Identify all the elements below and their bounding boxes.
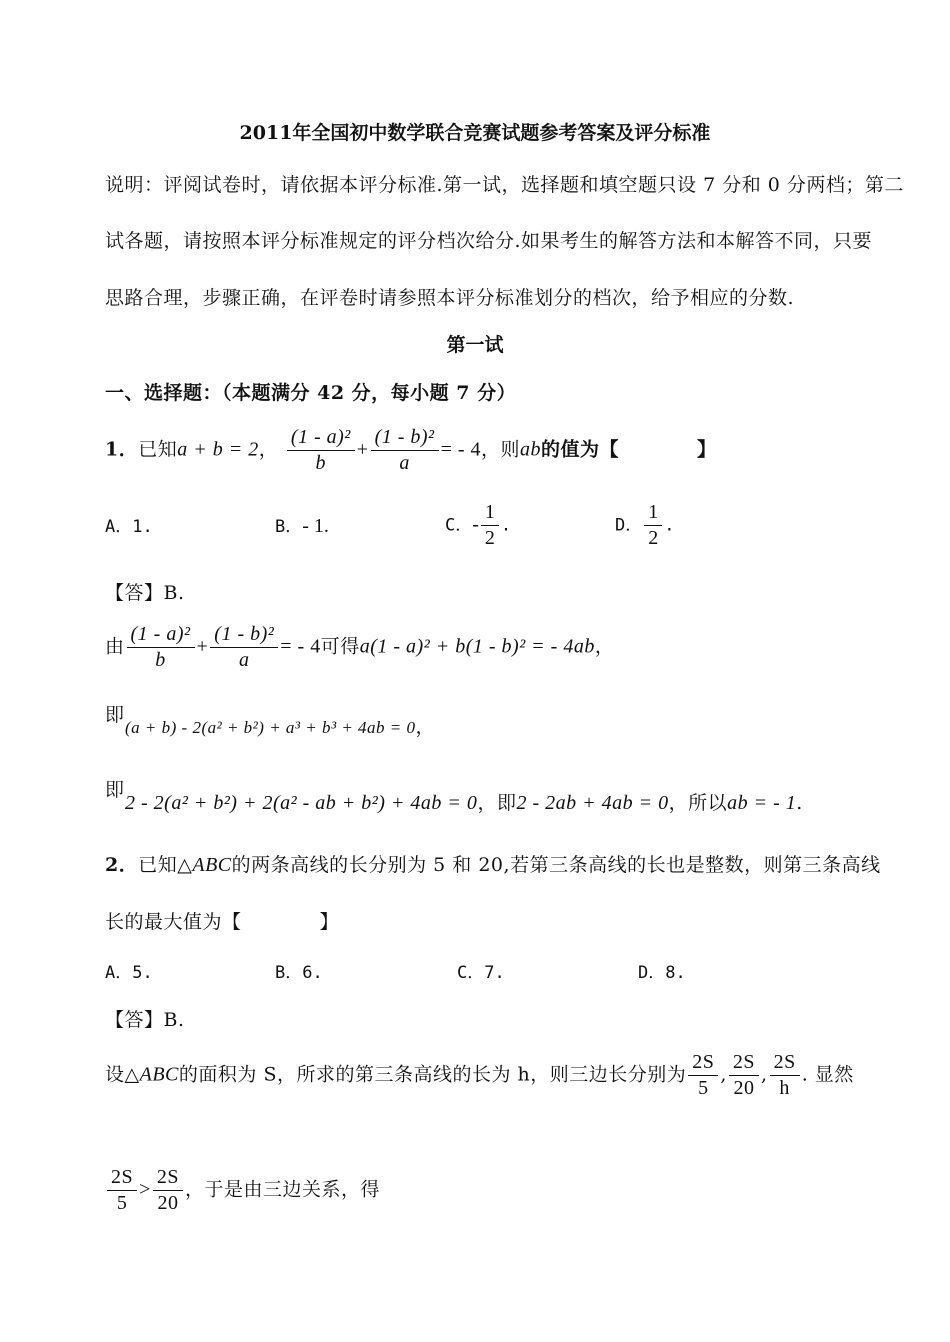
q2-solution-line-1: 设△ABC的面积为 S，所求的第三条高线的长为 h，则三边长分别为 $\frac{2S}{5}$ , $\frac{2S}{20}$ , $\frac{2S}{h}$ . 显然 xyxy=(105,1051,854,1099)
q2-option-c: C．7. xyxy=(457,963,505,983)
q1-option-b: B．- 1. xyxy=(275,515,329,537)
q1-solution-line-3: 2 - 2(a² + b²) + 2(a² - ab + b²) + 4ab = 0，即2 - 2ab + 4ab = 0，所以ab = - 1. xyxy=(125,792,803,814)
q1-option-d: D． $\frac{1}{2}$ . xyxy=(615,501,675,549)
section-heading: 第一试 xyxy=(446,334,504,356)
q1-option-c: C．- $\frac{1}{2}$ . xyxy=(445,501,512,549)
q1-prefix: 已知 xyxy=(138,438,178,461)
intro-line-2: 试各题，请按照本评分标准规定的评分档次给分.如果考生的解答方法和本解答不同，只要 xyxy=(105,230,873,252)
q1-plus: + xyxy=(356,438,369,461)
q1-solution-line-2: (a + b) - 2(a² + b²) + a³ + b³ + 4ab = 0， xyxy=(125,716,436,738)
q1-solution-line-3-label: 即 xyxy=(105,779,125,801)
q1-fraction-1: $\frac{\text{(1 - a)²}}{b}$ xyxy=(287,425,355,476)
q1-ab: ab xyxy=(520,438,542,461)
q2-option-d: D．8. xyxy=(638,963,686,983)
q1-equals: = - 4 xyxy=(440,438,482,461)
intro-line-1: 说明：评阅试卷时，请依据本评分标准.第一试，选择题和填空题只设 7 分和 0 分两档；第二 xyxy=(105,174,904,196)
part-heading: 一、选择题：（本题满分 42 分，每小题 7 分） xyxy=(105,382,517,404)
question-number: 2． xyxy=(105,854,139,876)
q1-solution-line-1: 由 $\frac{\text{(1 - a)²}}{b}$ + $\frac{\text{(1 - b)²}}{a}$ = - 4可得a(1 - a)² + b(1 - b)² = - 4ab， xyxy=(105,623,615,671)
q1-condition: a + b = 2 xyxy=(177,438,259,461)
q1-suffix: ，则 xyxy=(481,438,521,461)
question-1 xyxy=(105,425,717,476)
q1-option-a: A．1. xyxy=(105,517,153,537)
q2-answer: 【答】B. xyxy=(105,1009,185,1031)
q1-tail: 的值为【 】 xyxy=(541,438,717,461)
q1-solution-line-2-label: 即 xyxy=(105,704,125,726)
q1-fraction-2: $\frac{\text{(1 - b)²}}{a}$ xyxy=(371,425,439,476)
q1-answer: 【答】B. xyxy=(105,582,185,604)
question-number: 1． xyxy=(105,438,139,461)
question-2-line-1: 2．已知△ABC的两条高线的长分别为 5 和 20,若第三条高线的长也是整数，则第三条高线 xyxy=(105,854,881,876)
page-title: 2011年全国初中数学联合竞赛试题参考答案及评分标准 xyxy=(239,122,711,144)
intro-line-3: 思路合理，步骤正确，在评卷时请参照本评分标准划分的档次，给予相应的分数. xyxy=(105,287,795,309)
q2-option-b: B．6. xyxy=(275,963,323,983)
question-2-line-2: 长的最大值为【 】 xyxy=(105,911,340,933)
q2-option-a: A．5. xyxy=(105,963,153,983)
q2-solution-line-2: $\frac{2S}{5}$ > $\frac{2S}{20}$ ，于是由三边关系，得 xyxy=(105,1165,380,1216)
q1-comma: ， xyxy=(258,438,279,461)
